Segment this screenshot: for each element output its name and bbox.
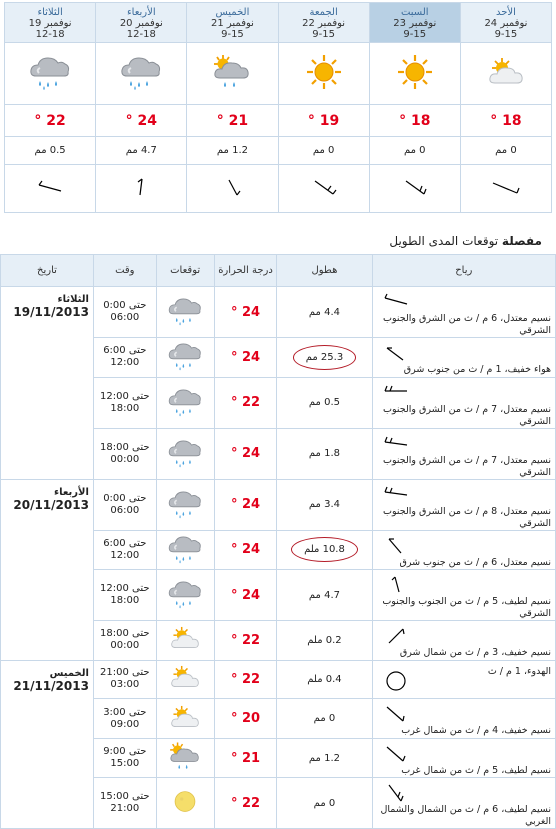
section-title (389, 234, 542, 248)
day-date: نوفمبر 20 (119, 17, 163, 29)
forecast-cell (156, 778, 214, 829)
rain-value: 1.8 مم (308, 448, 341, 459)
forecast-cell (156, 377, 214, 428)
wind-description: هواء خفيف، 1 م / ث من جنوب شرق (403, 364, 551, 375)
day-header[interactable] (187, 3, 278, 43)
time-from: حتى 6:00 (103, 345, 147, 357)
cloud-rain-icon (166, 294, 204, 330)
section-title-text: توقعات المدى الطويل (389, 234, 502, 248)
detail-rows (1, 287, 556, 829)
rain-value: 0.4 ملم (307, 673, 342, 685)
wind-cell (372, 530, 555, 570)
rain-value: 1.2 مم (308, 752, 341, 764)
wind-description: نسيم خفيف، 3 م / ث من شمال شرق (399, 647, 551, 658)
temp-value: 24 ° (214, 530, 277, 570)
day-range: 9-15 (221, 28, 244, 40)
time-to: 06:00 (110, 312, 140, 323)
rain-cell (277, 778, 372, 829)
time-cell (93, 570, 156, 621)
time-cell (93, 287, 156, 338)
time-from: حتى 3:00 (103, 706, 147, 718)
rain-value: 10.8 ملم (304, 544, 345, 556)
daily-forecast-table (4, 2, 552, 213)
cloud-rain-icon (166, 339, 204, 375)
time-to: 18:00 (110, 402, 140, 414)
wind-description: نسيم خفيف، 4 م / ث من شمال غرب (401, 725, 551, 737)
rain-value: 0.2 ملم (307, 634, 342, 646)
temp-value: 24 ° (214, 338, 277, 378)
time-to: 09:00 (110, 718, 140, 730)
daily-icon-row (5, 43, 552, 105)
time-from: حتى 18:00 (100, 628, 150, 640)
time-cell (93, 699, 156, 739)
weather-cell (96, 43, 187, 105)
day-date: نوفمبر 23 (393, 17, 437, 29)
temp-value: 19 ° (278, 105, 369, 137)
detail-header-row (1, 255, 556, 287)
day-name: الأربعاء (126, 6, 156, 18)
rain-value: 4.7 مم (308, 589, 341, 601)
wind-arrow-icon (381, 382, 411, 404)
rain-value: 25.3 مم (305, 351, 344, 363)
time-cell (93, 660, 156, 699)
wind-arrow-icon (381, 342, 411, 364)
date-day-name: الثلاثاء (57, 294, 89, 305)
rain-value: 0.5 مم (308, 397, 341, 408)
temp-value: 18 ° (460, 105, 551, 137)
time-from: حتى 6:00 (103, 537, 147, 549)
column-header-wind: رياح (372, 255, 555, 287)
time-to: 06:00 (110, 504, 140, 516)
wind-description: الهدوء، 1 م / ث (487, 666, 551, 678)
temp-value: 20 ° (214, 699, 277, 739)
weather-cell (5, 43, 96, 105)
time-to: 00:00 (110, 640, 140, 652)
day-range: 9-15 (494, 28, 518, 40)
sun-icon (392, 52, 438, 96)
temp-value: 24 ° (214, 428, 277, 479)
rain-cell (277, 479, 372, 530)
forecast-cell (156, 570, 214, 621)
day-range: 9-15 (312, 28, 335, 40)
daily-temp-row (5, 105, 552, 137)
wind-arrow-icon (381, 433, 411, 455)
time-to: 03:00 (110, 679, 140, 691)
sun-cloud-icon (166, 622, 204, 658)
wind-arrow-icon (381, 670, 411, 692)
daily-header-row (5, 3, 552, 43)
cloud-rain-icon (27, 52, 73, 96)
time-cell (93, 377, 156, 428)
wind-arrow-icon (381, 574, 411, 596)
time-from: حتى 12:00 (100, 390, 150, 402)
rain-cell (277, 699, 372, 739)
cloud-rain-icon (118, 52, 164, 96)
time-to: 18:00 (110, 595, 140, 606)
wind-arrow-icon (489, 177, 523, 197)
wind-cell (369, 165, 460, 213)
wind-cell (372, 338, 555, 378)
rain-value: 4.7 مم (96, 137, 187, 165)
wind-cell (372, 377, 555, 428)
time-cell (93, 479, 156, 530)
temp-value: 24 ° (214, 479, 277, 530)
weather-cell (278, 43, 369, 105)
column-header-rain: هطول (277, 255, 372, 287)
date-cell (1, 287, 94, 480)
day-date: نوفمبر 24 (484, 17, 528, 29)
time-from: حتى 9:00 (103, 746, 147, 758)
wind-arrow-icon (381, 625, 411, 647)
wind-arrow-icon (381, 484, 411, 506)
day-name: الثلاثاء (37, 6, 63, 18)
date-cell (1, 479, 94, 660)
day-name: السبت (400, 6, 429, 18)
temp-value: 22 ° (5, 105, 96, 137)
wind-cell (5, 165, 96, 213)
time-from: حتى 18:00 (100, 441, 150, 453)
weather-cell (369, 43, 460, 105)
temp-value: 21 ° (214, 738, 277, 778)
sun-cloud-icon (483, 52, 529, 96)
time-cell (93, 530, 156, 570)
daily-wind-row (5, 165, 552, 213)
cloud-rain-icon (166, 532, 204, 568)
time-to: 21:00 (110, 803, 140, 815)
rain-value: 3.4 مم (308, 499, 341, 510)
rain-cell (277, 377, 372, 428)
day-name: الأحد (495, 6, 516, 18)
day-name: الخميس (215, 6, 250, 18)
day-range: 12-18 (35, 28, 65, 40)
rain-value: 0 مم (460, 137, 551, 165)
sun-cloud-rain-icon (166, 740, 204, 776)
day-header[interactable] (96, 3, 187, 43)
weather-cell (187, 43, 278, 105)
wind-cell (372, 778, 555, 829)
wind-description: نسيم لطيف، 6 م / ث من الشمال والشمال الغربي (380, 804, 551, 828)
date-day-name: الأربعاء (54, 486, 89, 498)
wind-arrow-icon (381, 291, 411, 313)
rain-value: 1.2 مم (187, 137, 278, 165)
time-to: 12:00 (110, 357, 140, 369)
temp-value: 24 ° (214, 570, 277, 621)
wind-cell (96, 165, 187, 213)
column-header-time: وقت (93, 255, 156, 287)
detailed-forecast-table (0, 254, 556, 829)
time-from: حتى 21:00 (100, 667, 150, 679)
forecast-cell (156, 479, 214, 530)
cloud-rain-icon (166, 385, 204, 421)
wind-cell (460, 165, 551, 213)
wind-cell (372, 570, 555, 621)
time-to: 00:00 (110, 453, 140, 465)
wind-arrow-icon (381, 703, 411, 725)
wind-arrow-icon (381, 743, 411, 765)
date-day-name: الخميس (49, 667, 89, 679)
forecast-cell (156, 660, 214, 699)
sun-icon (301, 52, 347, 96)
rain-value: 0 مم (313, 713, 336, 725)
forecast-cell (156, 738, 214, 778)
forecast-cell (156, 530, 214, 570)
wind-description: نسيم معتدل، 7 م / ث من الشرق والجنوب الشرقي (383, 403, 551, 427)
rain-value: 0 مم (313, 797, 336, 809)
moon-icon (166, 785, 204, 821)
temp-value: 22 ° (214, 621, 277, 661)
time-cell (93, 338, 156, 378)
wind-description: نسيم معتدل، 6 م / ث من الشرق والجنوب الشرقي (383, 313, 551, 336)
forecast-cell (156, 287, 214, 338)
sun-cloud-icon (166, 661, 204, 697)
wind-cell (372, 428, 555, 479)
column-header-forecast: توقعات (156, 255, 214, 287)
temp-value: 22 ° (214, 778, 277, 829)
day-date: نوفمبر 21 (210, 17, 254, 29)
day-range: 12-18 (126, 28, 156, 40)
sun-cloud-rain-icon (209, 52, 255, 96)
wind-cell (372, 621, 555, 661)
rain-value: 4.4 مم (308, 306, 341, 318)
wind-arrow-icon (33, 177, 67, 197)
time-cell (93, 428, 156, 479)
time-from: حتى 0:00 (103, 492, 147, 504)
table-row (1, 287, 556, 338)
rain-cell (277, 738, 372, 778)
rain-cell (277, 428, 372, 479)
temp-value: 21 ° (187, 105, 278, 137)
forecast-cell (156, 338, 214, 378)
wind-description: نسيم معتدل، 6 م / ث من جنوب شرق (399, 556, 551, 568)
date-value: 19/11/2013 (13, 305, 89, 319)
wind-cell (372, 738, 555, 778)
rain-cell (277, 287, 372, 338)
day-header-selected[interactable] (369, 3, 460, 43)
table-row (1, 479, 556, 530)
rain-cell (277, 338, 372, 378)
date-value: 21/11/2013 (13, 678, 89, 693)
temp-value: 22 ° (214, 377, 277, 428)
day-date: نوفمبر 22 (302, 17, 346, 29)
rain-value: 0.5 مم (5, 137, 96, 165)
wind-arrow-icon (381, 535, 411, 557)
rain-cell (277, 660, 372, 699)
highlight-circle (291, 537, 358, 562)
rain-cell (277, 621, 372, 661)
wind-arrow-icon (215, 177, 249, 197)
sun-cloud-icon (166, 701, 204, 737)
daily-rain-row (5, 137, 552, 165)
temp-value: 24 ° (214, 287, 277, 338)
day-header[interactable] (460, 3, 551, 43)
date-value: 20/11/2013 (13, 497, 89, 512)
column-header-temp: درجة الحرارة (214, 255, 277, 287)
wind-arrow-icon (398, 177, 432, 197)
wind-arrow-icon (381, 782, 411, 804)
rain-cell (277, 530, 372, 570)
cloud-rain-icon (166, 436, 204, 472)
wind-arrow-icon (124, 177, 158, 197)
wind-cell (372, 479, 555, 530)
day-date: نوفمبر 19 (28, 17, 72, 29)
rain-value: 0 مم (278, 137, 369, 165)
wind-description: نسيم لطيف، 5 م / ث من الجنوب والجنوب الشرقي (382, 596, 551, 619)
forecast-cell (156, 428, 214, 479)
wind-cell (372, 699, 555, 739)
wind-cell (278, 165, 369, 213)
time-from: حتى 15:00 (100, 791, 150, 803)
temp-value: 18 ° (369, 105, 460, 137)
rain-value: 0 مم (369, 137, 460, 165)
time-cell (93, 621, 156, 661)
time-from: حتى 12:00 (100, 583, 150, 594)
wind-cell (372, 287, 555, 338)
time-to: 15:00 (110, 758, 140, 770)
wind-cell (372, 660, 555, 699)
day-range: 9-15 (403, 28, 427, 40)
column-header-date: تاريخ (1, 255, 94, 287)
section-title-bold: مفصلة (501, 234, 542, 248)
day-header[interactable] (5, 3, 96, 43)
wind-arrow-icon (307, 177, 341, 197)
temp-value: 22 ° (214, 660, 277, 699)
rain-cell (277, 570, 372, 621)
time-cell (93, 778, 156, 829)
date-cell (1, 660, 94, 829)
table-row (1, 660, 556, 699)
temp-value: 24 ° (96, 105, 187, 137)
day-header[interactable] (278, 3, 369, 43)
cloud-rain-icon (166, 487, 204, 523)
forecast-cell (156, 621, 214, 661)
wind-description: نسيم معتدل، 8 م / ث من الشرق والجنوب الشرقي (383, 505, 551, 529)
forecast-cell (156, 699, 214, 739)
time-cell (93, 738, 156, 778)
wind-description: نسيم لطيف، 5 م / ث من شمال غرب (401, 764, 551, 776)
wind-description: نسيم معتدل، 7 م / ث من الشرق والجنوب الشرقي (383, 454, 551, 478)
time-from: حتى 0:00 (103, 300, 147, 311)
time-to: 12:00 (110, 549, 140, 561)
wind-cell (187, 165, 278, 213)
cloud-rain-icon (166, 577, 204, 613)
highlight-circle (293, 345, 356, 370)
weather-cell (460, 43, 551, 105)
day-name: الجمعة (309, 6, 338, 18)
